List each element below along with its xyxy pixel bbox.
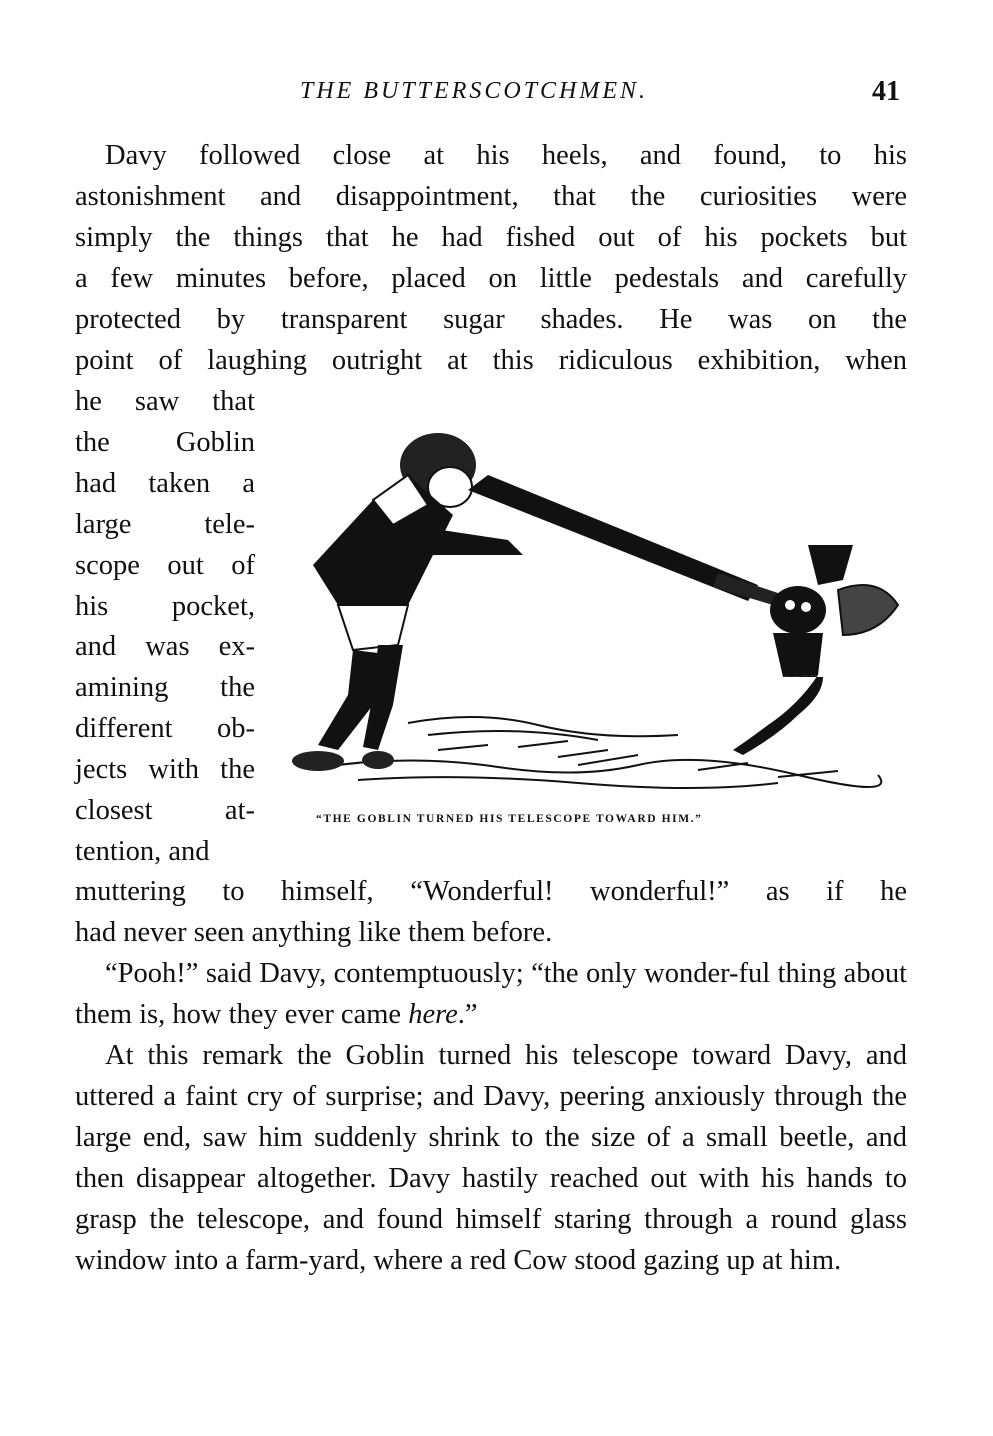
text-line: Davy followed close at his heels, and found, to his bbox=[105, 140, 907, 171]
text-line: and was ex- bbox=[75, 631, 255, 663]
paragraph-2-text: “Pooh!” said Davy, contemptuously; “the only wonder-ful thing about them is, how they ever came bbox=[75, 958, 907, 1030]
paragraph-2 bbox=[75, 954, 907, 1036]
paragraph-3-text: At this remark the Goblin turned his telescope toward Davy, and uttered a faint cry of surprise; and Davy, peering anxiously through the large end, saw him suddenly shrink to the size of a small beetle, and then disappear altogether. Davy hastily reached out with his hands to grasp the telescope, and found himself staring through a round glass window into a farm-yard, where a red Cow stood gazing up at him. bbox=[75, 1040, 907, 1276]
wrapped-text-column bbox=[75, 382, 255, 873]
text-line: astonishment and disappointment, that the curiosities were bbox=[75, 180, 907, 212]
italic-word: here bbox=[408, 998, 458, 1030]
text-line: amining the bbox=[75, 672, 255, 704]
text-line: muttering to himself, “Wonderful! wonderful!” as if he bbox=[75, 876, 907, 907]
text-line: the Goblin bbox=[75, 426, 255, 458]
text-line: his pocket, bbox=[75, 590, 255, 622]
text-line: closest at- bbox=[75, 795, 255, 827]
text-line: jects with the bbox=[75, 754, 255, 786]
text-line: different ob- bbox=[75, 713, 255, 745]
text-line: scope out of bbox=[75, 549, 255, 581]
text-line: he saw that bbox=[75, 386, 255, 417]
text-line: tention, and bbox=[75, 835, 210, 867]
text-line: simply the things that he had fished out of his pockets but bbox=[75, 221, 907, 253]
text-line: a few minutes before, placed on little pedestals and carefully bbox=[75, 262, 907, 294]
text-line: protected by transparent sugar shades. He was on the bbox=[75, 303, 907, 335]
goblin-figure bbox=[733, 545, 898, 755]
text-line: had never seen anything like them before. bbox=[75, 916, 553, 948]
illustration bbox=[278, 405, 908, 865]
paragraph-3 bbox=[75, 1036, 907, 1281]
telescope bbox=[468, 475, 778, 605]
goblin-telescope-engraving bbox=[278, 405, 908, 805]
text-line: point of laughing outright at this ridiculous exhibition, when bbox=[75, 344, 907, 376]
paragraph-2-end: .” bbox=[457, 998, 478, 1030]
running-title: THE BUTTERSCOTCHMEN. bbox=[300, 78, 649, 104]
running-head bbox=[0, 70, 993, 110]
paragraph-1-tail bbox=[75, 872, 907, 954]
text-line: had taken a bbox=[75, 467, 255, 499]
figure-caption: “THE GOBLIN TURNED HIS TELESCOPE TOWARD HIM.” bbox=[316, 813, 703, 825]
text-line: large tele- bbox=[75, 508, 255, 540]
paragraph-1-top bbox=[75, 136, 907, 381]
ground-hatching bbox=[338, 717, 881, 788]
page-number: 41 bbox=[872, 76, 900, 107]
